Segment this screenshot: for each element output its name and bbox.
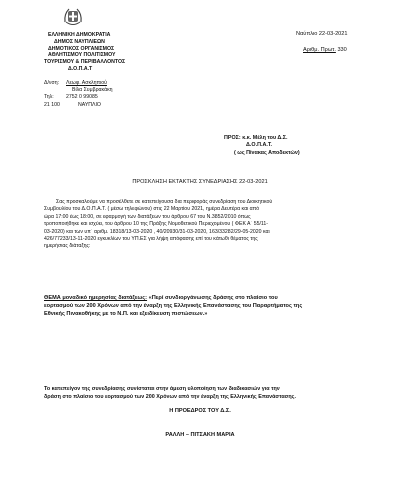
header-line: ΔΗΜΟΤΙΚΟΣ ΟΡΓΑΝΙΣΜΟΣ — [48, 45, 115, 52]
organization-header — [44, 32, 126, 73]
address-row — [44, 87, 113, 94]
header-line: ΤΟΥΡΙΣΜΟΥ & ΠΕΡΙΒΑΛΛΟΝΤΟΣ — [44, 59, 126, 66]
phone-row — [44, 94, 113, 101]
phone-value: 2752 0 99085 — [66, 94, 98, 101]
street-label: Δ/νση: — [44, 80, 60, 86]
closing-line: δράση στο πλαίσιο του εορτασμού των 200 Χρόνων από την έναρξη της Ελληνικής Επανάστασης. — [44, 393, 296, 400]
body-line: ημερήσιας διάταξης: — [44, 243, 91, 250]
agenda-topic — [44, 294, 364, 319]
address-block — [44, 80, 113, 109]
body-line: τροποποιήθηκε και ισχύει, του άρθρου 10 της Πράξης Νομοθετικού Περιεχομένου ( ΦΕΚ Α΄ 55/11- — [44, 221, 269, 228]
recipient-line: Δ.Ο.Π.Α.Τ. — [246, 142, 273, 149]
header-line: ΕΛΛΗΝΙΚΗ ΔΗΜΟΚΡΑΤΙΑ — [48, 32, 111, 38]
closing-paragraph — [44, 386, 364, 401]
protocol-number: 330 — [337, 47, 347, 53]
topic-label: ΘΕΜΑ μοναδικό ημερησίας διατάξεως: — [44, 295, 148, 301]
recipient-line: ΠΡΟΣ: κ.κ. Μέλη του Δ.Σ. — [224, 135, 288, 141]
signature-name: ΡΑΛΛΗ – ΠΙΤΣΑΚΗ ΜΑΡΙΑ — [165, 432, 235, 438]
signature-role: Η ΠΡΟΕΔΡΟΣ ΤΟΥ Δ.Σ. — [169, 408, 231, 414]
header-line: ΔΗΜΟΣ ΝΑΥΠΛΙΕΩΝ — [54, 38, 105, 45]
street-value: Λεωφ. Ασκληπιού — [66, 80, 107, 86]
header-line: ΑΘΛΗΤΙΣΜΟΥ ΠΟΛΙΤΙΣΜΟΥ — [48, 52, 116, 59]
greek-emblem-icon — [62, 6, 84, 28]
topic-line: εορτασμού των 200 Χρόνων από την έναρξη της Ελληνικής Επανάστασης του Παραρτήματος της — [44, 303, 303, 310]
topic-text: «Περί συνδιοργάνωσης δράσης στο πλαίσιο του — [148, 295, 278, 301]
city-row — [44, 102, 113, 109]
building-value: Βίλα Συμβρακάκη — [72, 87, 113, 94]
body-line: Σας προσκαλούμε να προσέλθετε σε κατεπείγουσα δια περιφοράς συνεδρίαση του Διοικητικού — [56, 199, 273, 205]
body-line: Συμβουλίου του Δ.Ο.Π.Α.Τ. ( μέσω τηλεφώνου) στις 22 Μαρτίου 2021, ημέρα Δευτέρα και από — [44, 206, 260, 213]
recipients-block — [224, 135, 300, 157]
protocol-label: Αριθμ. Πρωτ. — [303, 47, 336, 53]
postcode: 21 100 — [44, 101, 60, 108]
recipient-line: ( ως Πίνακας Αποδεκτών) — [234, 149, 300, 156]
place-date: Ναύπλιο 22-03-2021 — [296, 31, 348, 37]
document-title: ΠΡΟΣΚΛΗΣΗ ΕΚΤΑΚΤΗΣ ΣΥΝΕΔΡΙΑΣΗΣ 22-03-2021 — [132, 179, 268, 185]
header-line: Δ.Ο.Π.Α.Τ — [68, 65, 93, 72]
body-line: 03-2020) και των υπ΄ αριθμ. 18318/13-03-2020 , 40/20930/31-03-2020, 163/33282/29-05-2020 και — [44, 228, 270, 235]
body-line: ώρα 17:00 έως 18:00, σε εφαρμογή των διατάξεων του άρθρου 67 του Ν.3852/2010 όπως — [44, 213, 251, 220]
phone-label: Τηλ: — [44, 94, 54, 101]
body-line: 426/77233/13-11-2020 εγκυκλίων του ΥΠ.ΕΣ για λήψη απόφασης επί του κάτωθι θέματος της — [44, 236, 258, 243]
topic-line: Εθνικής Πινακοθήκης με το Ν.Π. και εξειδίκευση πιστώσεων.» — [44, 311, 208, 318]
city: ΝΑΥΠΛΙΟ — [78, 101, 101, 108]
body-paragraph — [44, 199, 364, 251]
topic-line — [44, 294, 364, 302]
closing-line: Το κατεπείγον της συνεδρίασης συνίσταται στην άμεση υλοποίηση των διαδικασιών για την — [44, 386, 280, 392]
protocol-number-line — [303, 47, 347, 54]
